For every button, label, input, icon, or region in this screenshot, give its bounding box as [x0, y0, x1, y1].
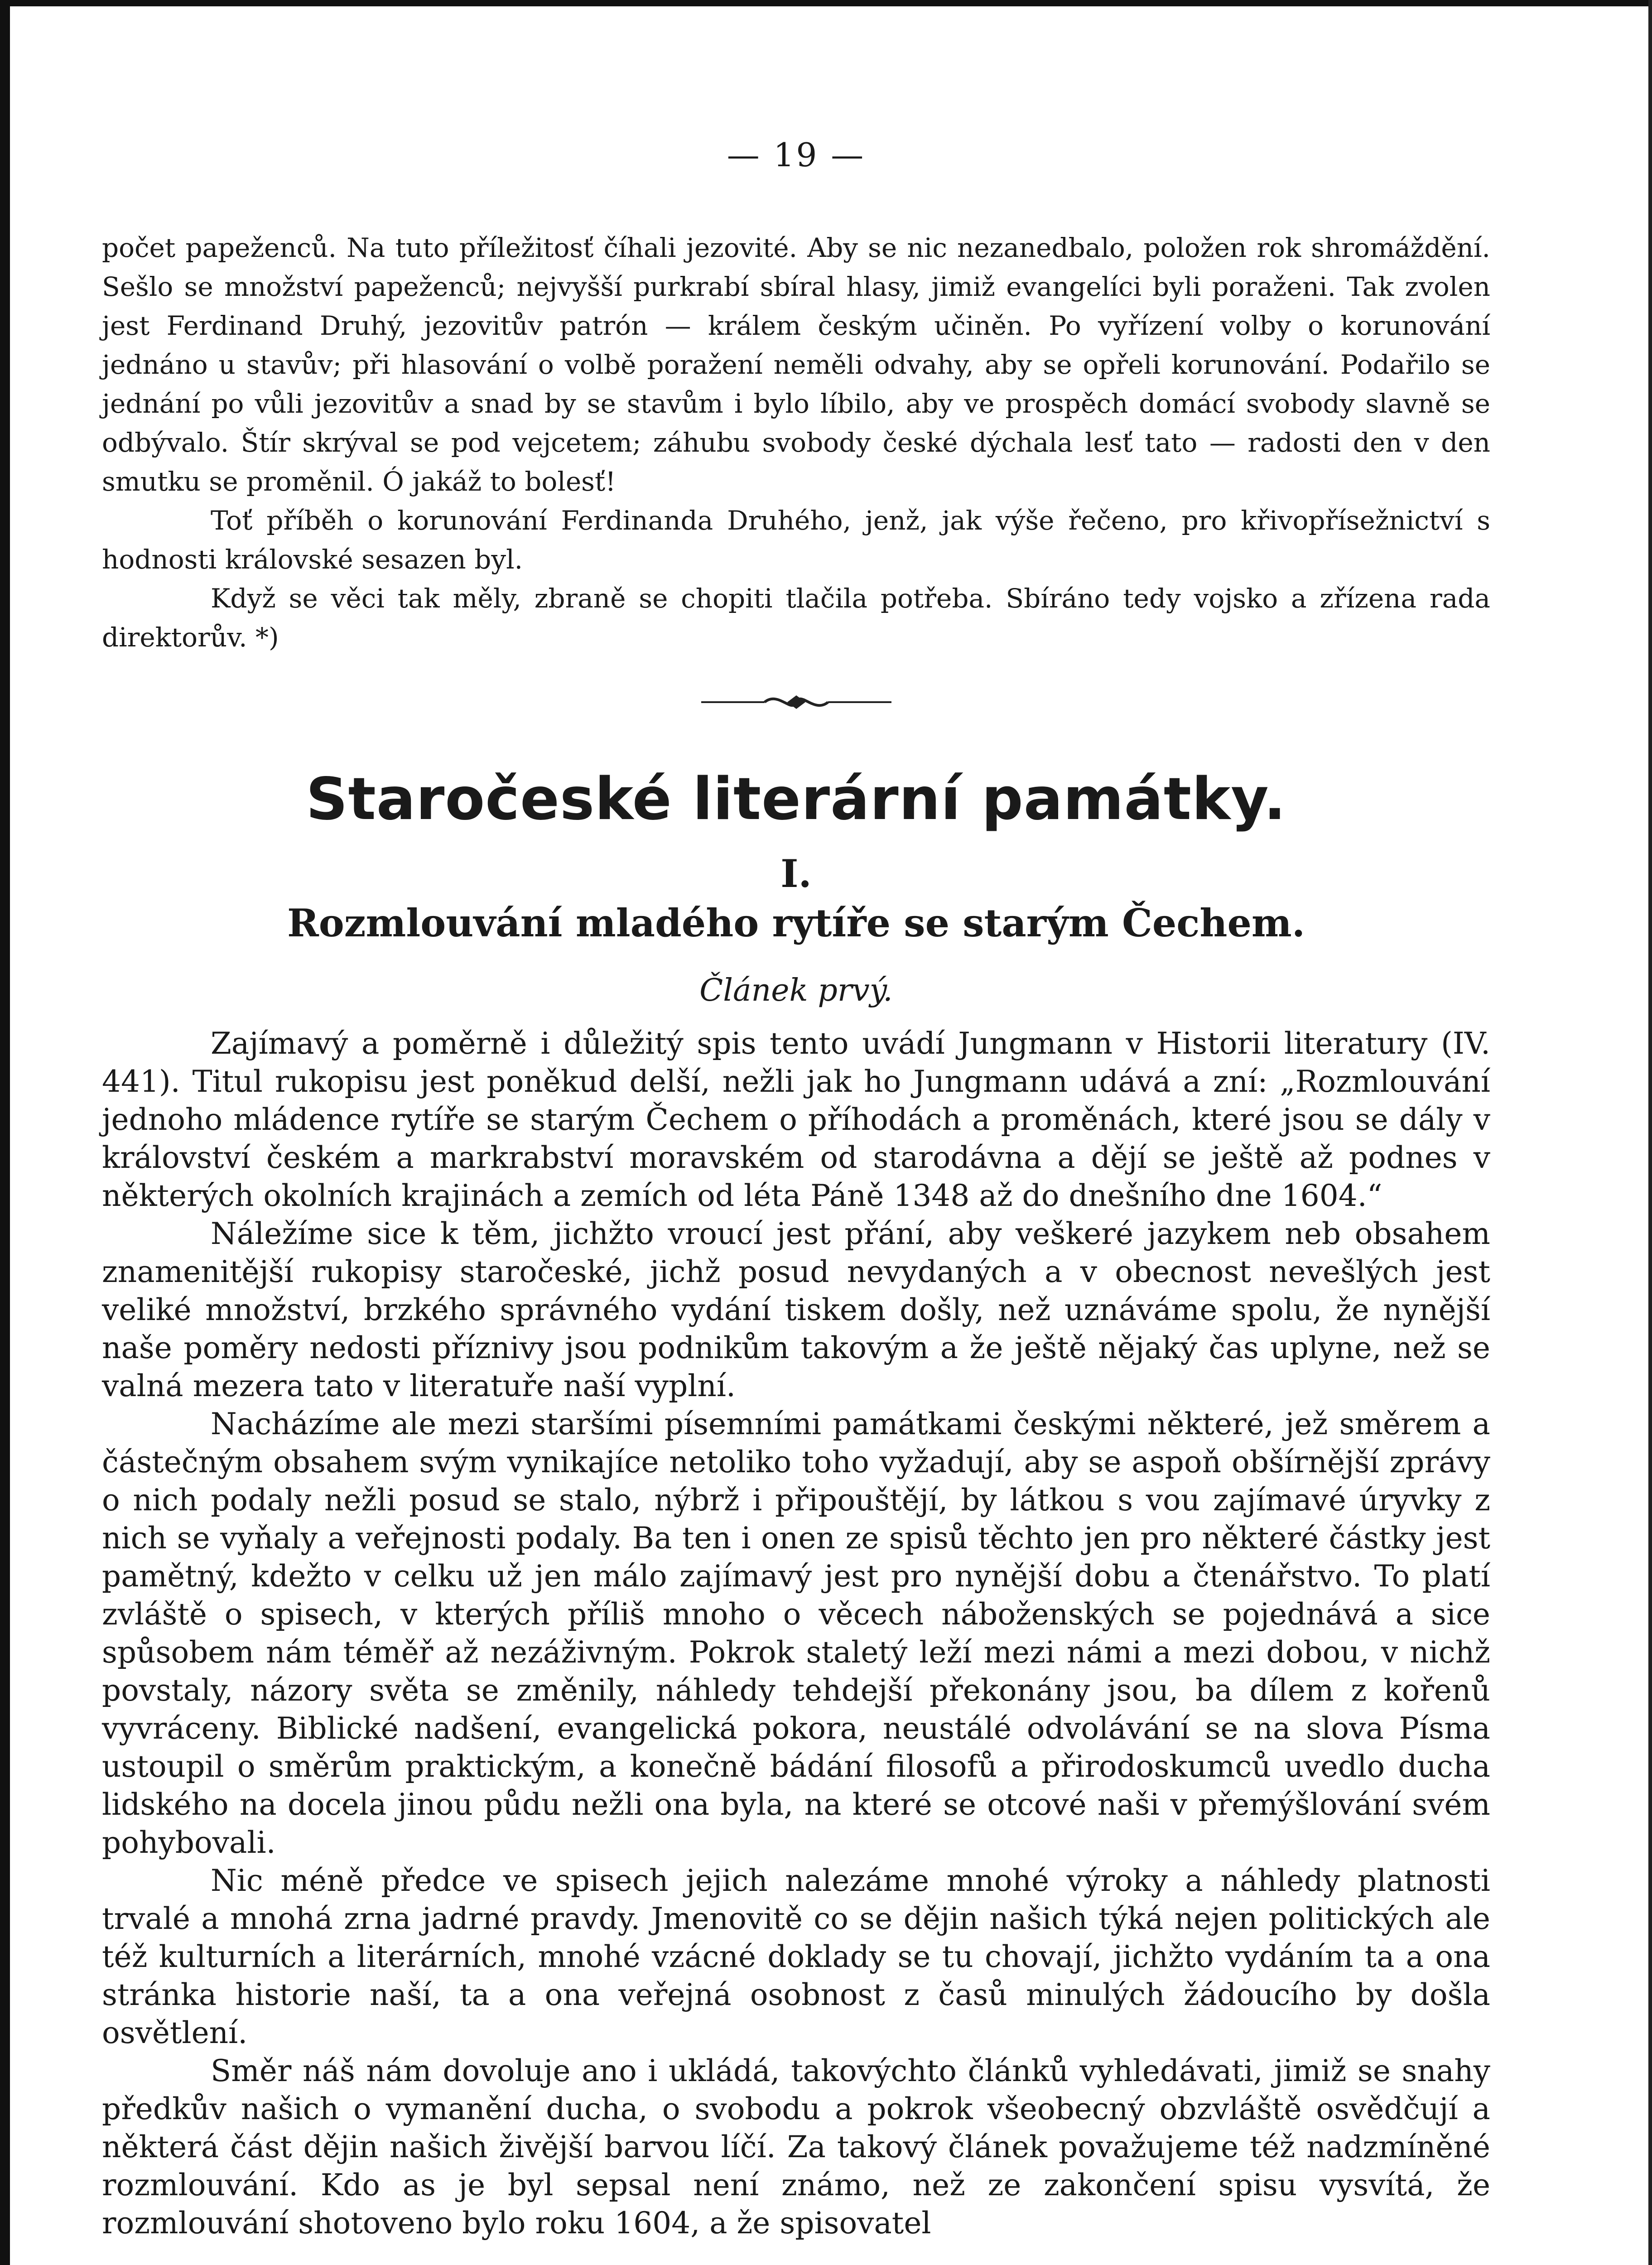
ornament-divider-icon: [701, 689, 891, 716]
section-title: Staročeské literární památky.: [306, 766, 1286, 833]
top-section: [102, 228, 1490, 657]
paragraph-1: počet papeženců. Na tuto příležitosť číhali jezovité. Aby se nic nezanedbalo, položen rok shromáždění. Sešlo se množství papeženců; nejvyšší purkrabí sbíral hlasy, jimiž evangelíci byli poraženi. Tak zvolen jest Ferdinand Druhý, jezovitův patrón — králem českým učiněn. Po vyřízení volby o korunování jednáno u stavův; při hlasování o volbě poražení neměli odvahy, aby se opřeli korunování. Podařilo se jednání po vůli jezovitův a snad by se stavům i bylo líbilo, aby ve prospěch domácí svobody slavně se odbývalo. Štír skrýval se pod vejcetem; záhubu svobody české dýchala lesť tato — radosti den v den smutku se proměnil. Ó jakáž to bolesť!: [102, 232, 1490, 497]
body-paragraph-2: Náležíme sice k těm, jichžto vroucí jest přání, aby veškeré jazykem neb obsahem znamenitější rukopisy staročeské, jichž posud nevydaných a v obecnost nevešlých jest veliké množství, brzkého správného vydání tiskem došly, než uznáváme spolu, že nynější naše poměry nedosti příznivy jsou podnikům takovým a že ještě nějaký čas uplyne, než se valná mezera tato v literatuře naší vyplní.: [102, 1216, 1490, 1403]
body-paragraph-4: Nic méně předce ve spisech jejich nalezáme mnohé výroky a náhledy platnosti trvalé a mnohá zrna jadrné pravdy. Jmenovitě co se dějin našich týká nejen politických ale též kulturních a literárních, mnohé vzácné doklady se tu chovají, jichžto vydáním ta a ona stránka historie naší, ta a ona veřejná osobnost z časů minulých žádoucího by došla osvětlení.: [102, 1863, 1490, 2050]
body-paragraph-1: Zajímavý a poměrně i důležitý spis tento uvádí Jungmann v Historii literatury (IV. 441). Titul rukopisu jest poněkud delší, nežli jak ho Jungmann udává a zní: „Rozmlouvání jednoho mládence rytíře se starým Čechem o příhodách a proměnách, které jsou se dály v království českém a markrabství moravském od starodávna a dějí se ještě až podnes v některých okolních krajinách a zemích od léta Páně 1348 až do dnešního dne 1604.“: [102, 1026, 1490, 1213]
article-body: [102, 1025, 1490, 2242]
paragraph-3: Když se věci tak měly, zbraně se chopiti tlačila potřeba. Sbíráno tedy vojsko a zřízena rada direktorův. *): [102, 583, 1490, 653]
body-paragraph-5: Směr náš nám dovoluje ano i ukládá, takovýchto článků vyhledávati, jimiž se snahy předkův našich o vymanění ducha, o svobodu a pokrok všeobecný obzvláště osvědčují a některá část dějin našich živější barvou líčí. Za takový článek považujeme též nadzmíněné rozmlouvání. Kdo as je byl sepsal není známo, než ze zakončení spisu vysvítá, že rozmlouvání shotoveno bylo roku 1604, a že spisovatel: [102, 2053, 1490, 2241]
paragraph-2: Toť příběh o korunování Ferdinanda Druhého, jenž, jak výše řečeno, pro křivopřísežnictví s hodnosti královské sesazen byl.: [102, 505, 1490, 575]
subtitle: Rozmlouvání mladého rytíře se starým Čechem.: [287, 901, 1305, 945]
article-label: Článek prvý.: [699, 973, 893, 1008]
document-page: [102, 136, 1490, 2265]
scan-top-edge: [0, 0, 1652, 6]
body-paragraph-3: Nacházíme ale mezi staršími písemními památkami českými některé, jež směrem a částečným obsahem svým vynikajíce netoliko toho vyžadují, aby se aspoň obšírnější zprávy o nich podaly nežli posud se stalo, nýbrž i připouštějí, by látkou s vou zajímavé úryvky z nich se vyňaly a veřejnosti podaly. Ba ten i onen ze spisů těchto jen pro některé částky jest pamětný, kdežto v celku už jen málo zajímavý jest pro nynější dobu a čtenářstvo. To platí zvláště o spisech, v kterých příliš mnoho o věcech náboženských se pojednává a sice spůsobem nám téměř až nezáživným. Pokrok staletý leží mezi námi a mezi dobou, v nichž povstaly, názory světa se změnily, náhledy tehdejší překonány jsou, ba dílem z kořenů vyvráceny. Biblické nadšení, evangelická pokora, neustálé odvolávání se na slova Písma ustoupil o směrům praktickým, a konečně bádání filosofů a přirodoskumců uvedlo ducha lidského na docela jinou půdu nežli ona byla, na které se otcové naši v přemýšlování svém pohybovali.: [102, 1407, 1490, 1860]
scan-right-edge: [1648, 0, 1652, 2265]
scan-left-edge: [0, 0, 10, 2265]
section-number: I.: [780, 851, 812, 896]
page-number: — 19 —: [727, 136, 866, 174]
